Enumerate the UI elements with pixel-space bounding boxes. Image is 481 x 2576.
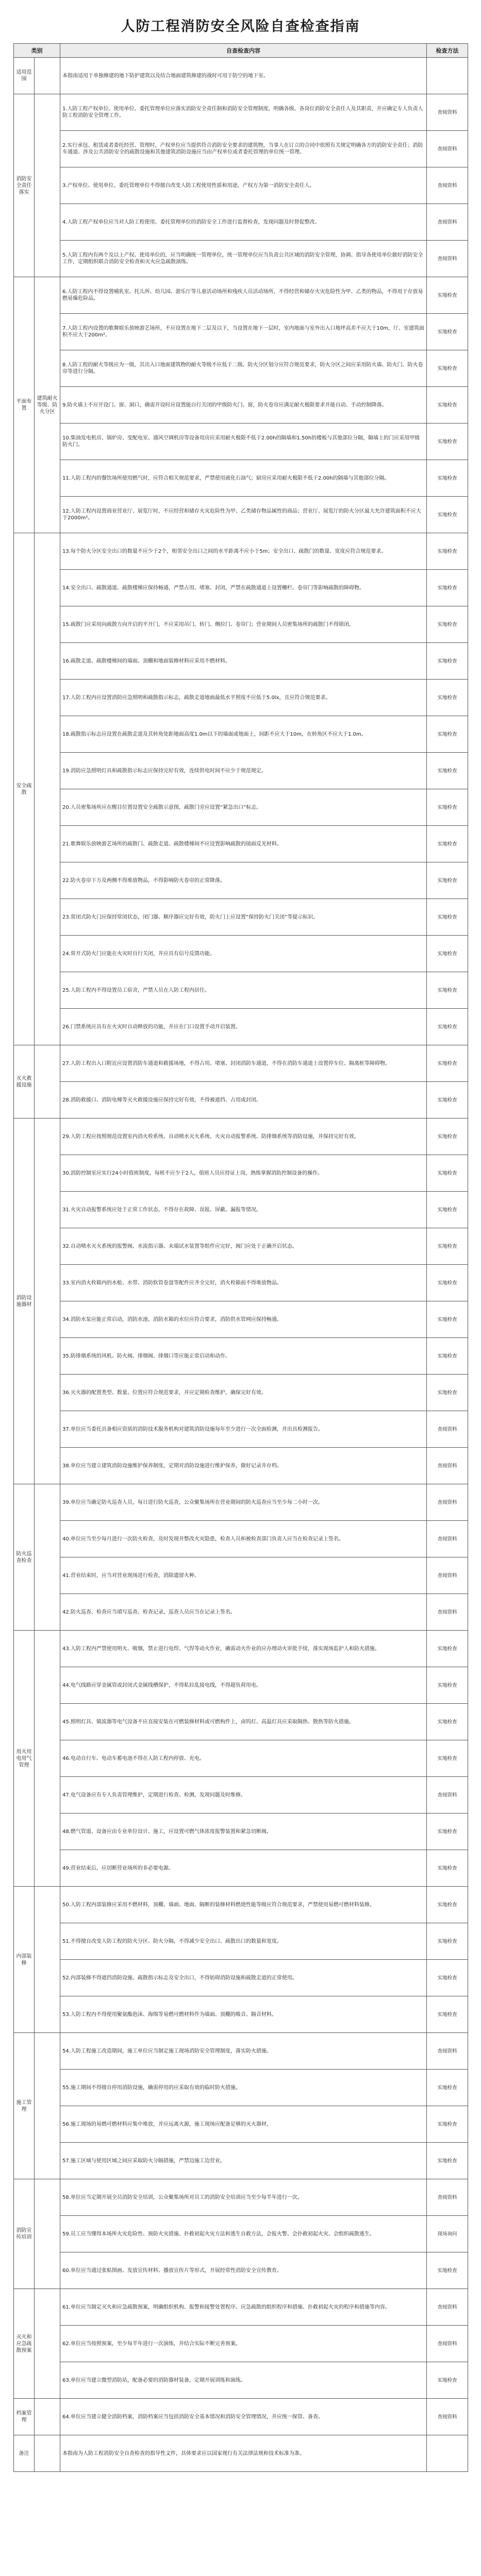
table-row (14, 862, 468, 899)
table-row (14, 1265, 468, 1301)
check-item-content: 58.单位应当定期开展全员消防安全培训，公众聚集场所对员工的消防安全培训应当至少每半年进行一次。 (60, 2179, 427, 2216)
check-method-cell: 查阅资料 (427, 1521, 468, 1557)
table-row (14, 350, 468, 387)
table-row (14, 58, 468, 94)
check-item-content: 25.人防工程内不得设置员工宿舍，严禁人员在人防工程内居住。 (60, 972, 427, 1009)
table-row (14, 1118, 468, 1155)
table-row (14, 2326, 468, 2362)
check-item-content: 32.自动喷水灭火系统的报警阀、水流指示器、末端试水装置等组件应完好，阀门应处于正确开启状态。 (60, 1228, 427, 1265)
table-row (14, 387, 468, 423)
table-row (14, 2399, 468, 2435)
section-category-cell: 消防安全责任落实 (14, 94, 35, 277)
table-row (14, 899, 468, 936)
check-item-content: 2.实行承包、租赁或者委托经营、管理时，产权单位应当提供符合消防安全要求的建筑物，当事人在订立的合同中依照有关规定明确各方的消防安全责任；消防车通道、涉及公共消防安全的疏散设施和其他建筑消防设施应当由产权单位或者委托管理的单位统一管理。 (60, 131, 427, 167)
table-row (14, 1484, 468, 1521)
table-row (14, 680, 468, 716)
table-row (14, 1009, 468, 1045)
check-method-cell: 查阅资料 (427, 1484, 468, 1521)
check-method-cell: 实地检查 (427, 570, 468, 606)
check-method-cell: 实地检查 (427, 1155, 468, 1192)
check-method-cell: 查阅资料 (427, 2399, 468, 2435)
check-method-cell: 查阅资料 (427, 1557, 468, 1594)
section-category-cell: 平面布置 (14, 277, 35, 533)
check-method-cell: 实地检查 (427, 423, 468, 460)
check-method-cell (427, 58, 468, 94)
check-method-cell: 实地检查 (427, 2070, 468, 2106)
subcategory-cell (35, 1484, 60, 1631)
table-row (14, 497, 468, 533)
check-item-content: 63.单位应当建立微型消防站，配备必要的消防器材装备，定期开展训练和演练。 (60, 2362, 427, 2399)
section-category-cell: 安全疏散 (14, 533, 35, 1045)
section-category-cell: 备注 (14, 2435, 35, 2472)
table-row (14, 972, 468, 1009)
check-item-content: 36.灭火器的配置类型、数量、位置应符合规范要求，并应定期检查维护，确保完好有效。 (60, 1375, 427, 1411)
check-item-content: 15.疏散门应采用向疏散方向开启的平开门，不应采用吊门、转门、侧拉门、卷帘门；营业期间人员密集场所的疏散门不得锁闭。 (60, 606, 427, 643)
table-row (14, 2216, 468, 2252)
table-row (14, 2033, 468, 2070)
check-method-cell: 实地检查 (427, 1228, 468, 1265)
check-method-cell: 实地检查 (427, 460, 468, 497)
check-item-content: 45.照明灯具、镇流器等电气设备不应直接安装在可燃装修材料或可燃构件上，卤钨灯、高温灯具应采取隔热、散热等防火措施。 (60, 1704, 427, 1740)
check-method-cell: 查阅资料 (427, 1411, 468, 1448)
table-row (14, 826, 468, 862)
table-row (14, 1814, 468, 1850)
check-item-content: 9.防火墙上不应开设门、窗、洞口，确需开设时应设置能自行关闭的甲级防火门、窗，防火卷帘应满足耐火极限要求并能自动、手动控制降落。 (60, 387, 427, 423)
section-category-cell: 施工管理 (14, 2033, 35, 2179)
check-item-content: 17.人防工程内应设置消防应急照明和疏散指示标志，疏散走道地面最低水平照度不应低于5.0lx，且应符合规范要求。 (60, 680, 427, 716)
check-method-cell: 实地检查 (427, 387, 468, 423)
subcategory-cell (35, 1631, 60, 1887)
table-body (14, 58, 468, 2472)
check-item-content: 11.人防工程内的餐饮场所使用燃气时，应符合相关规范要求，严禁使用液化石油气；厨房应采用耐火极限不低于2.00h的隔墙与其他部位分隔。 (60, 460, 427, 497)
table-row (14, 94, 468, 131)
check-method-cell: 实地检查 (427, 1009, 468, 1045)
table-row (14, 2252, 468, 2289)
check-item-content: 49.营业结束后，应切断营业场所的非必要电源。 (60, 1850, 427, 1887)
check-method-cell: 实地检查 (427, 2106, 468, 2143)
section-category-cell: 内部装修 (14, 1887, 35, 2033)
check-method-cell: 实地检查 (427, 1631, 468, 1667)
check-item-content: 40.单位应当至少每月进行一次防火检查，及时发现并整改火灾隐患，检查人员和被检查部门负责人应当在检查记录上签名。 (60, 1521, 427, 1557)
subcategory-cell (35, 2435, 60, 2472)
check-method-cell: 实地检查 (427, 972, 468, 1009)
check-method-cell: 实地检查 (427, 314, 468, 350)
table-row (14, 167, 468, 204)
table-row (14, 1448, 468, 1484)
check-item-content: 52.内部装修不得遮挡消防设施、疏散指示标志及安全出口，不得妨碍消防设施和疏散走道的正常使用。 (60, 1960, 427, 1996)
table-row (14, 1228, 468, 1265)
table-row (14, 2289, 468, 2326)
check-item-content: 10.柴油发电机房、锅炉房、变配电室、通风空调机房等设备用房应采用耐火极限不低于2.00h的隔墙和1.50h的楼板与其他部位分隔，隔墙上的门应采用甲级防火门。 (60, 423, 427, 460)
header-content: 自查检查内容 (60, 44, 427, 58)
check-method-cell: 实地检查 (427, 643, 468, 680)
table-row (14, 2143, 468, 2179)
check-method-cell: 现场询问 (427, 2216, 468, 2252)
check-item-content: 30.消防控制室应实行24小时值班制度，每班不应少于2人，值班人员应持证上岗，熟练掌握消防控制设备的操作。 (60, 1155, 427, 1192)
table-row (14, 643, 468, 680)
table-row (14, 2362, 468, 2399)
table-row (14, 460, 468, 497)
check-method-cell: 实地检查 (427, 1996, 468, 2033)
check-item-content: 48.燃气管道、设备应由专业单位设计、施工，应设置可燃气体浓度报警装置和紧急切断阀。 (60, 1814, 427, 1850)
checklist-table (13, 43, 468, 2472)
subcategory-cell (35, 2033, 60, 2179)
check-item-content: 29.人防工程应按照规范设置室内消火栓系统、自动喷水灭火系统、火灾自动报警系统、防排烟系统等消防设施，并保持完好有效。 (60, 1118, 427, 1155)
check-item-content: 33.室内消火栓箱内的水枪、水带、消防软管卷盘等配件应齐全完好，消火栓箱前不得堆放物品。 (60, 1265, 427, 1301)
check-method-cell: 实地检查 (427, 862, 468, 899)
check-item-content: 7.人防工程内设置的歌舞娱乐放映游艺场所，不应设置在地下二层及以下，当设置在地下一层时，室内地面与室外出入口地坪高差不应大于10m，厅、室建筑面积不应大于200m²。 (60, 314, 427, 350)
subcategory-cell (35, 94, 60, 277)
section-category-cell: 消防宣传培训 (14, 2179, 35, 2289)
section-category-cell: 用火用电用气管理 (14, 1631, 35, 1887)
check-item-content: 14.安全出口、疏散通道、疏散楼梯应保持畅通，严禁占用、堵塞、封闭，严禁在疏散通道上设置栅栏、卷帘门等影响疏散的障碍物。 (60, 570, 427, 606)
check-item-content: 43.人防工程内严禁使用明火、吸烟，禁止进行电焊、气焊等动火作业，确需动火作业的应办理动火审批手续，落实现场监护人和防火措施。 (60, 1631, 427, 1667)
check-method-cell: 查阅资料 (427, 167, 468, 204)
table-row (14, 1045, 468, 1082)
check-item-content: 3.产权单位、使用单位、委托管理单位不得擅自改变人防工程使用性质和用途，产权方为第一消防安全责任人。 (60, 167, 427, 204)
check-item-content: 28.消防救援口、消防电梯等灭火救援设施应保持完好有效，不得被遮挡、占用或封闭。 (60, 1082, 427, 1118)
table-row (14, 1338, 468, 1375)
check-method-cell: 查阅资料 (427, 1777, 468, 1814)
check-method-cell: 实地检查 (427, 1740, 468, 1777)
table-row (14, 1594, 468, 1631)
check-method-cell: 实地检查 (427, 277, 468, 314)
subcategory-cell (35, 533, 60, 1045)
check-item-content: 35.防排烟系统的风机、防火阀、排烟阀、排烟口等应能正常启动和动作。 (60, 1338, 427, 1375)
check-item-content: 1.人防工程产权单位、使用单位、委托管理单位应落实消防安全责任制和消防安全管理制度，明确各级、各岗位消防安全责任人及其职责，并应确定专人负责人防工程消防安全管理工作。 (60, 94, 427, 131)
section-category-cell: 档案管理 (14, 2399, 35, 2435)
check-method-cell: 实地检查 (427, 1923, 468, 1960)
check-method-cell: 实地检查 (427, 497, 468, 533)
check-item-content: 50.人防工程内部装修应采用不燃材料，顶棚、墙面、地面、隔断的装修材料燃烧性能等级应符合规范要求，严禁使用易燃可燃材料装修。 (60, 1887, 427, 1923)
check-item-content: 31.火灾自动报警系统应处于正常工作状态，不得存在故障、误报、屏蔽、漏报等情况。 (60, 1192, 427, 1228)
check-method-cell: 实地检查 (427, 1704, 468, 1740)
check-item-content: 41.营业结束时，应当对营业现场进行检查，消除遗留火种。 (60, 1557, 427, 1594)
check-item-content: 本指南为人防工程消防安全自查检查的指导性文件，具体要求应以国家现行有关法律法规和技术标准为准。 (60, 2435, 427, 2472)
check-item-content: 5.人防工程内有两个及以上产权、使用单位的，应当明确统一管理单位，统一管理单位应当负责公共区域的消防安全管理，协调、指导各使用单位做好消防安全工作，定期组织联合消防安全检查和灭火应急疏散演练。 (60, 241, 427, 277)
check-item-content: 42.防火巡查、检查应当填写巡查、检查记录，巡查人员应当在记录上签名。 (60, 1594, 427, 1631)
table-row (14, 1082, 468, 1118)
check-method-cell: 实地检查 (427, 1082, 468, 1118)
check-item-content: 6.人防工程内不得设置哺乳室、托儿所、幼儿园、游乐厅等儿童活动场所和残疾人员活动场所，不得经营和储存火灾危险性为甲、乙类的物品，不得用于存放易燃易爆危险品。 (60, 277, 427, 314)
check-method-cell: 实地检查 (427, 2252, 468, 2289)
table-row (14, 2106, 468, 2143)
check-method-cell: 实地检查 (427, 936, 468, 972)
section-category-cell: 适用范围 (14, 58, 35, 94)
check-item-content: 27.人防工程出入口附近应设置消防车通道和救援场地，不得占用、堵塞、封闭消防车通道，不得在消防车通道上设置停车位、隔离桩等障碍物。 (60, 1045, 427, 1082)
check-item-content: 22.防火卷帘下方及两侧不得堆放物品，不得影响防火卷帘的正常降落。 (60, 862, 427, 899)
check-item-content: 51.不得擅自改变人防工程的防火分区、防火分隔，不得减少安全出口、疏散出口的数量和宽度。 (60, 1923, 427, 1960)
check-method-cell: 实地检查 (427, 1375, 468, 1411)
check-method-cell: 实地检查 (427, 826, 468, 862)
check-method-cell: 实地检查 (427, 1887, 468, 1923)
table-row (14, 2179, 468, 2216)
check-method-cell: 实地检查 (427, 2362, 468, 2399)
check-item-content: 26.门禁系统应具有在火灾时自动释放的功能，并应在门口设置手动开启装置。 (60, 1009, 427, 1045)
check-item-content: 13.每个防火分区安全出口的数量不应少于2个，相邻安全出口之间的水平距离不应小于5m；安全出口、疏散门的数量、宽度应符合规范要求。 (60, 533, 427, 570)
check-method-cell: 实地检查 (427, 680, 468, 716)
check-method-cell (427, 2435, 468, 2472)
table-row (14, 1375, 468, 1411)
table-row (14, 241, 468, 277)
section-category-cell: 灭火救援设施 (14, 1045, 35, 1118)
check-method-cell: 查阅资料 (427, 131, 468, 167)
check-method-cell: 查阅资料 (427, 2033, 468, 2070)
subcategory-cell (35, 58, 60, 94)
table-row (14, 936, 468, 972)
table-row (14, 1155, 468, 1192)
check-item-content: 4.人防工程产权单位应当对人防工程使用、委托管理单位的消防安全工作进行监督检查，发现问题及时督促整改。 (60, 204, 427, 241)
table-row (14, 1192, 468, 1228)
section-category-cell: 防火巡查检查 (14, 1484, 35, 1631)
table-row (14, 1777, 468, 1814)
check-method-cell: 实地检查 (427, 1045, 468, 1082)
check-item-content: 20.人员密集场所应在醒目位置设置安全疏散示意图，疏散门旁应设置“紧急出口”标志。 (60, 789, 427, 826)
check-method-cell: 实地检查 (427, 1667, 468, 1704)
check-item-content: 18.疏散指示标志应设置在疏散走道及其转角处距地面高度1.0m以下的墙面或地面上，间距不应大于10m，在转角区不应大于1.0m。 (60, 716, 427, 753)
table-row (14, 789, 468, 826)
check-item-content: 46.电动自行车、电动车蓄电池不得在人防工程内停放、充电。 (60, 1740, 427, 1777)
subcategory-cell: 建筑耐火等级、防火分区 (35, 277, 60, 533)
check-item-content: 16.疏散走道、疏散楼梯间的墙面、顶棚和地面装修材料应采用不燃材料。 (60, 643, 427, 680)
table-row (14, 570, 468, 606)
check-method-cell: 实地检查 (427, 1960, 468, 1996)
check-item-content: 39.单位应当确定防火巡查人员，每日进行防火巡查，公众聚集场所在营业期间的防火巡查应当至少每二小时一次。 (60, 1484, 427, 1521)
check-item-content: 61.单位应当制定灭火和应急疏散预案，明确组织机构、报警和接警处置程序、应急疏散的组织程序和措施、扑救初起火灾的程序和措施等内容。 (60, 2289, 427, 2326)
header-category: 类别 (14, 44, 60, 58)
table-row (14, 533, 468, 570)
table-row (14, 423, 468, 460)
table-row (14, 1996, 468, 2033)
check-item-content: 53.人防工程内不得使用聚氨酯泡沫、海绵等易燃可燃材料作为墙面、顶棚的吸音、隔音材料。 (60, 1996, 427, 2033)
table-row (14, 277, 468, 314)
subcategory-cell (35, 1118, 60, 1484)
check-item-content: 8.人防工程的耐火等级应为一级，其出入口地面建筑物的耐火等级不应低于二级。防火分区划分应符合规范要求，防火分区之间应采用防火墙、防火门、防火卷帘等进行分隔。 (60, 350, 427, 387)
check-item-content: 55.施工期间不得擅自停用消防设施，确需停用的应采取有效的临时防火措施。 (60, 2070, 427, 2106)
section-category-cell: 灭火和应急疏散预案 (14, 2289, 35, 2399)
table-row (14, 2070, 468, 2106)
check-item-content: 57.施工区域与使用区域之间应采取防火分隔措施，严禁边施工边营业。 (60, 2143, 427, 2179)
check-item-content: 47.电气设备应有专人负责管理维护，定期进行检查、检测，发现问题及时维修。 (60, 1777, 427, 1814)
subcategory-cell (35, 1045, 60, 1118)
check-method-cell: 查阅资料 (427, 1594, 468, 1631)
table-row (14, 1631, 468, 1667)
check-method-cell: 实地检查 (427, 1338, 468, 1375)
subcategory-cell (35, 2399, 60, 2435)
check-method-cell: 实地检查 (427, 753, 468, 789)
check-item-content: 62.单位应当按照预案，至少每半年进行一次演练，并结合实际不断完善预案。 (60, 2326, 427, 2362)
check-item-content: 19.消防应急照明灯具和疏散指示标志应保持完好有效，连续供电时间不应少于规范规定。 (60, 753, 427, 789)
check-method-cell: 实地检查 (427, 350, 468, 387)
check-item-content: 60.单位应当通过张贴图画、发放宣传材料、播放宣传片等形式，开展经常性消防安全宣传教育。 (60, 2252, 427, 2289)
check-method-cell: 查阅资料 (427, 2326, 468, 2362)
table-row (14, 1411, 468, 1448)
table-row (14, 753, 468, 789)
page-title: 人防工程消防安全风险自查检查指南 (121, 19, 360, 35)
check-item-content: 23.常闭式防火门应保持常闭状态，闭门器、顺序器应完好有效，防火门上应设置“保持防火门关闭”等提示标识。 (60, 899, 427, 936)
table-row (14, 1704, 468, 1740)
check-item-content: 59.员工应当懂得本场所火灾危险性、预防火灾措施、扑救初起火灾方法和逃生自救方法，会报火警、会扑救初起火灾、会组织疏散逃生。 (60, 2216, 427, 2252)
check-item-content: 37.单位应当委托具备相应资质的消防技术服务机构对建筑消防设施每年至少进行一次全面检测，并出具检测报告。 (60, 1411, 427, 1448)
check-method-cell: 实地检查 (427, 716, 468, 753)
check-method-cell: 实地检查 (427, 533, 468, 570)
header-method: 检查方法 (427, 44, 468, 58)
table-row (14, 1887, 468, 1923)
table-row (14, 1557, 468, 1594)
table-row (14, 2435, 468, 2472)
check-item-content: 本指南适用于单独修建的地下防护建筑以及结合地面建筑修建的战时可用于防空的地下室。 (60, 58, 427, 94)
table-row (14, 1301, 468, 1338)
check-item-content: 38.单位应当建立建筑消防设施维护保养制度，定期对消防设施进行维护保养，做好记录并存档。 (60, 1448, 427, 1484)
check-method-cell: 查阅资料 (427, 2179, 468, 2216)
table-row (14, 1740, 468, 1777)
table-row (14, 1960, 468, 1996)
table-row (14, 1923, 468, 1960)
check-item-content: 34.消防水泵应能正常启动，消防水池、消防水箱的水位应符合要求，消防供水管网应保持畅通。 (60, 1301, 427, 1338)
check-item-content: 21.歌舞娱乐放映游艺场所的疏散门、疏散走道、疏散楼梯间不应设置影响疏散的镜面反光材料。 (60, 826, 427, 862)
subcategory-cell (35, 1887, 60, 2033)
table-row (14, 716, 468, 753)
section-category-cell: 消防设施器材 (14, 1118, 35, 1484)
check-item-content: 12.人防工程内设置商业营业厅、展览厅时，不应经营和储存火灾危险性为甲、乙类储存物品属性的商品；营业厅、展览厅的防火分区最大允许建筑面积不应大于2000m²。 (60, 497, 427, 533)
check-method-cell: 实地检查 (427, 789, 468, 826)
check-item-content: 64.单位应当建立健全消防档案，消防档案应当包括消防安全基本情况和消防安全管理情况，并应统一保管、备查。 (60, 2399, 427, 2435)
check-method-cell: 查阅资料 (427, 241, 468, 277)
check-method-cell: 实地检查 (427, 606, 468, 643)
check-item-content: 56.施工现场的易燃可燃材料应集中堆放，并应远离火源，施工现场应配备足够的灭火器材。 (60, 2106, 427, 2143)
check-method-cell: 实地检查 (427, 1301, 468, 1338)
check-method-cell: 实地检查 (427, 1850, 468, 1887)
check-item-content: 54.人防工程施工改造期间，施工单位应当制定施工现场消防安全管理制度，落实防火措施。 (60, 2033, 427, 2070)
table-row (14, 606, 468, 643)
subcategory-cell (35, 2179, 60, 2289)
table-row (14, 1667, 468, 1704)
check-method-cell: 查阅资料 (427, 1448, 468, 1484)
check-item-content: 44.电气线路应穿金属管或封闭式金属线槽保护，不得私拉乱接电线，不得超负荷用电。 (60, 1667, 427, 1704)
subcategory-cell (35, 2289, 60, 2399)
check-method-cell: 实地检查 (427, 1192, 468, 1228)
check-method-cell: 实地检查 (427, 1265, 468, 1301)
table-row (14, 1521, 468, 1557)
check-method-cell: 查阅资料 (427, 204, 468, 241)
check-method-cell: 实地检查 (427, 2143, 468, 2179)
check-method-cell: 查阅资料 (427, 94, 468, 131)
table-row (14, 314, 468, 350)
check-method-cell: 实地检查 (427, 1118, 468, 1155)
table-row (14, 131, 468, 167)
table-header-row (14, 44, 468, 58)
table-row (14, 204, 468, 241)
check-method-cell: 实地检查 (427, 899, 468, 936)
check-item-content: 24.常开式防火门应能在火灾时自行关闭，并应具有信号反馈功能。 (60, 936, 427, 972)
check-method-cell: 实地检查 (427, 1814, 468, 1850)
check-method-cell: 查阅资料 (427, 2289, 468, 2326)
table-row (14, 1850, 468, 1887)
